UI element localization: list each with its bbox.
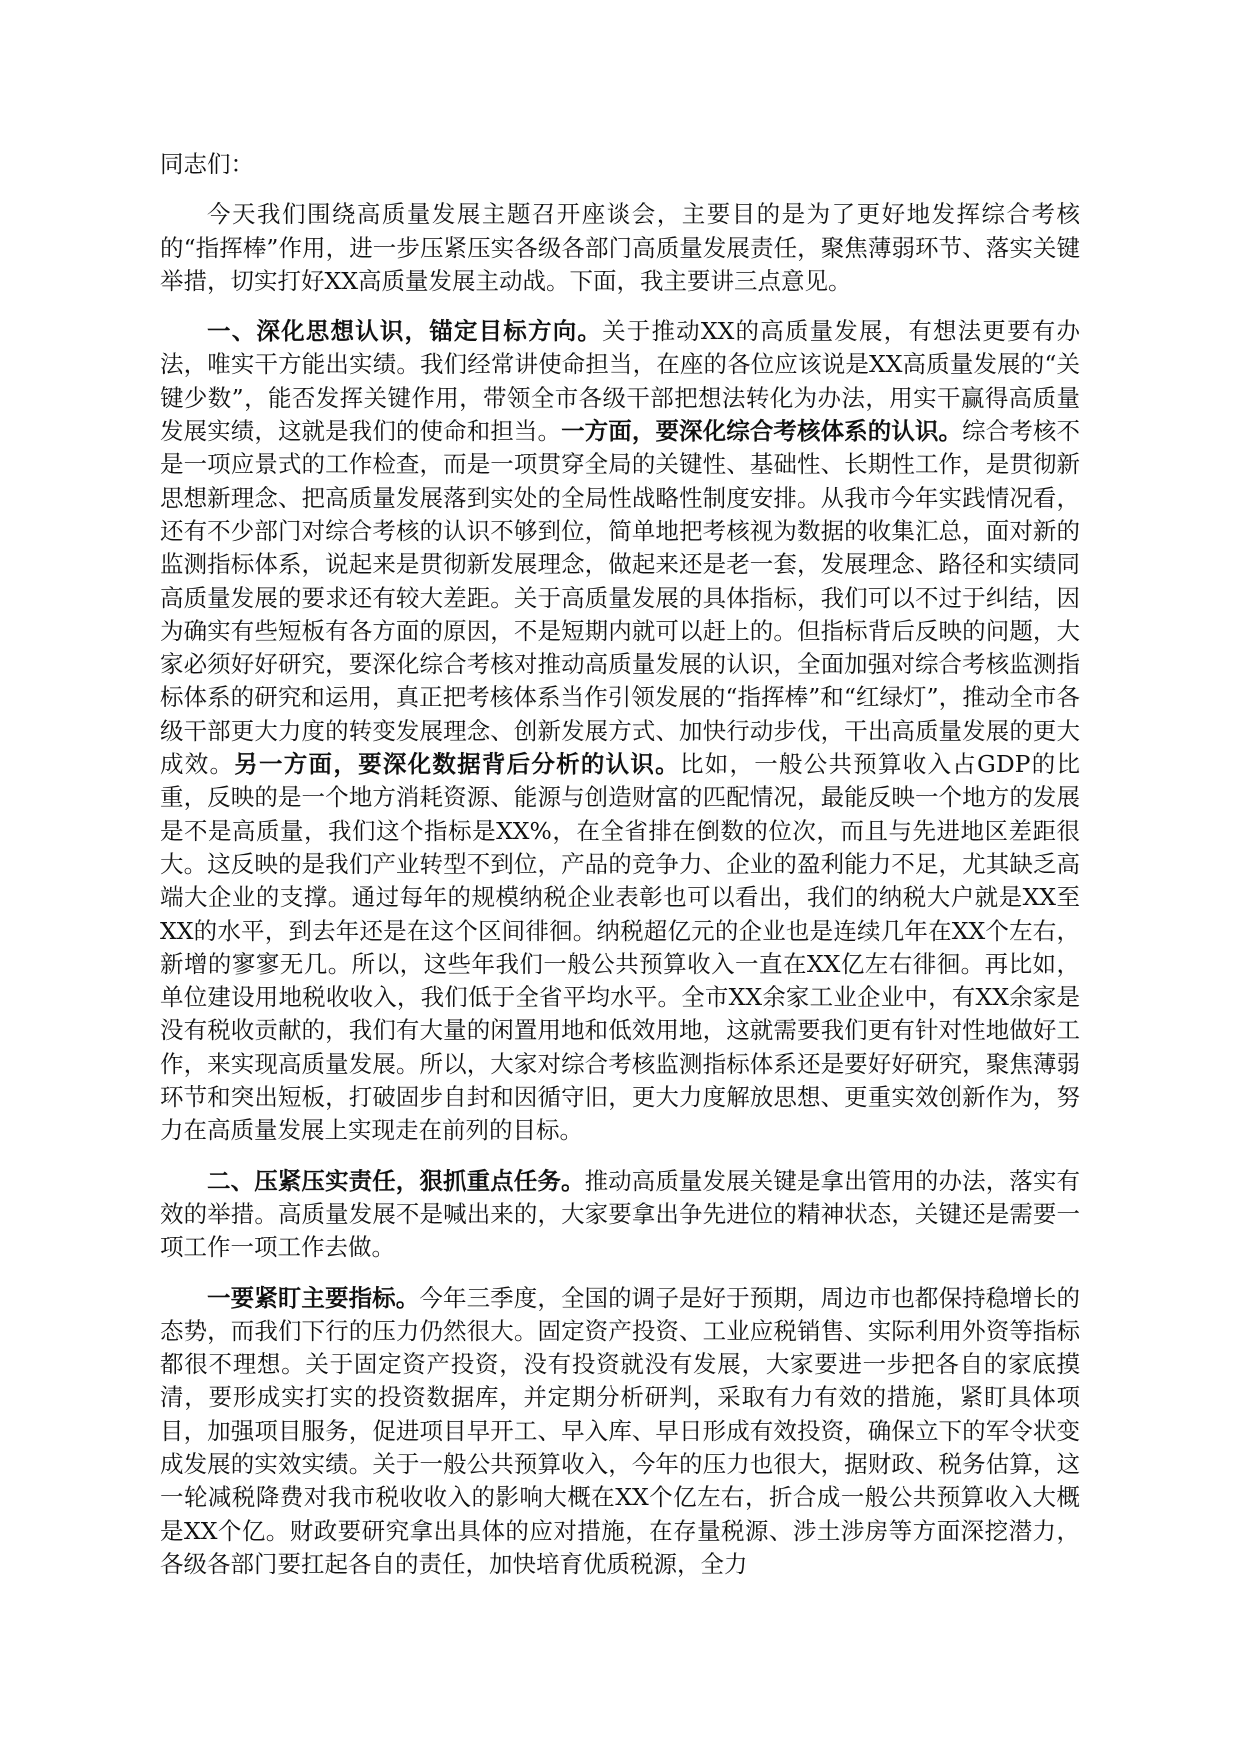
greeting: 同志们： — [160, 150, 254, 178]
section-1-heading: 一、深化思想认识，锚定目标方向。 — [207, 317, 603, 346]
section-1-point-1: 一方面，要深化综合考核体系的认识。 — [561, 417, 963, 446]
section-1-text-2: 综合考核不是一项应景式的工作检查，而是一项贯穿全局的关键性、基础性、长期性工作，是贯彻新思想新理念、把高质量发展落到实处的全局性战略性制度安排。从我市今年实践情况看，还有不少部门对综合考核的认识不够到位，简单地把考核视为数据的收集汇总，面对新的监测指标体系，说起来是贯彻新发展理念，做起来还是老一套，发展理念、路径和实绩同高质量发展的要求还有较大差距。关于高质量发展的具体指标，我们可以不过于纠结，因为确实有些短板有各方面的原因，不是短期内就可以赶上的。但指标背后反映的问题，大家必须好好研究，要深化综合考核对推动高质量发展的认识，全面加强对综合考核监测指标体系的研究和运用，真正把考核体系当作引领发展的“指挥棒”和“红绿灯”，推动全市各级干部更大力度的转变发展理念、创新发展方式、加快行动步伐，干出高质量发展的更大成效。 — [160, 417, 1081, 779]
section-1-text-3: 比如，一般公共预算收入占GDP的比重，反映的是一个地方消耗资源、能源与创造财富的匹配情况，最能反映一个地方的发展是不是高质量，我们这个指标是XX%，在全省排在倒数的位次，而且与先进地区差距很大。这反映的是我们产业转型不到位，产品的竞争力、企业的盈利能力不足，尤其缺乏高端大企业的支撑。通过每年的规模纳税企业表彰也可以看出，我们的纳税大户就是XX至XX的水平，到去年还是在这个区间徘徊。纳税超亿元的企业也是连续几年在XX个左右，新增的寥寥无几。所以，这些年我们一般公共预算收入一直在XX亿左右徘徊。再比如，单位建设用地税收收入，我们低于全省平均水平。全市XX余家工业企业中，有XX余家是没有税收贡献的，我们有大量的闲置用地和低效用地，这就需要我们更有针对性地做好工作，来实现高质量发展。所以，大家对综合考核监测指标体系还是要好好研究，聚焦薄弱环节和突出短板，打破固步自封和因循守旧，更大力度解放思想、更重实效创新作为，努力在高质量发展上实现走在前列的目标。 — [160, 750, 1081, 1145]
document-page — [160, 148, 1080, 1581]
section-2-text: 推动高质量发展关键是拿出管用的办法，落实有效的举措。高质量发展不是喊出来的，大家要拿出争先进位的精神状态，关键还是需要一项工作一项工作去做。 — [160, 1166, 1081, 1262]
section-2-paragraph — [160, 1165, 1080, 1265]
section-1-point-2: 另一方面，要深化数据背后分析的认识。 — [234, 750, 680, 779]
intro-paragraph: 今天我们围绕高质量发展主题召开座谈会，主要目的是为了更好地发挥综合考核的“指挥棒”作用，进一步压紧压实各级各部门高质量发展责任，聚焦薄弱环节、落实关键举措，切实打好XX高质量发展主动战。下面，我主要讲三点意见。 — [160, 200, 1080, 295]
section-3-text: 今年三季度，全国的调子是好于预期，周边市也都保持稳增长的态势，而我们下行的压力仍然很大。固定资产投资、工业应税销售、实际利用外资等指标都很不理想。关于固定资产投资，没有投资就没有发展，大家要进一步把各自的家底摸清，要形成实打实的投资数据库，并定期分析研判，采取有力有效的措施，紧盯具体项目，加强项目服务，促进项目早开工、早入库、早日形成有效投资，确保立下的军令状变成发展的实效实绩。关于一般公共预算收入，今年的压力也很大，据财政、税务估算，这一轮减税降费对我市税收收入的影响大概在XX个亿左右，折合成一般公共预算收入大概是XX个亿。财政要研究拿出具体的应对措施，在存量税源、涉土涉房等方面深挖潜力，各级各部门要扛起各自的责任，加快培育优质税源，全力 — [160, 1283, 1080, 1578]
section-2-heading: 二、压紧压实责任，狠抓重点任务。 — [207, 1166, 585, 1195]
section-1-paragraph — [160, 315, 1080, 1147]
section-1-text-1: 关于推动XX的高质量发展，有想法更要有办法，唯实干方能出实绩。我们经常讲使命担当，在座的各位应该说是XX高质量发展的“关键少数”，能否发挥关键作用，带领全市各级干部把想法转化为办法，用实干赢得高质量发展实绩，这就是我们的使命和担当。 — [160, 317, 1080, 446]
section-3-heading: 一要紧盯主要指标。 — [207, 1283, 420, 1312]
section-3-paragraph — [160, 1282, 1080, 1582]
